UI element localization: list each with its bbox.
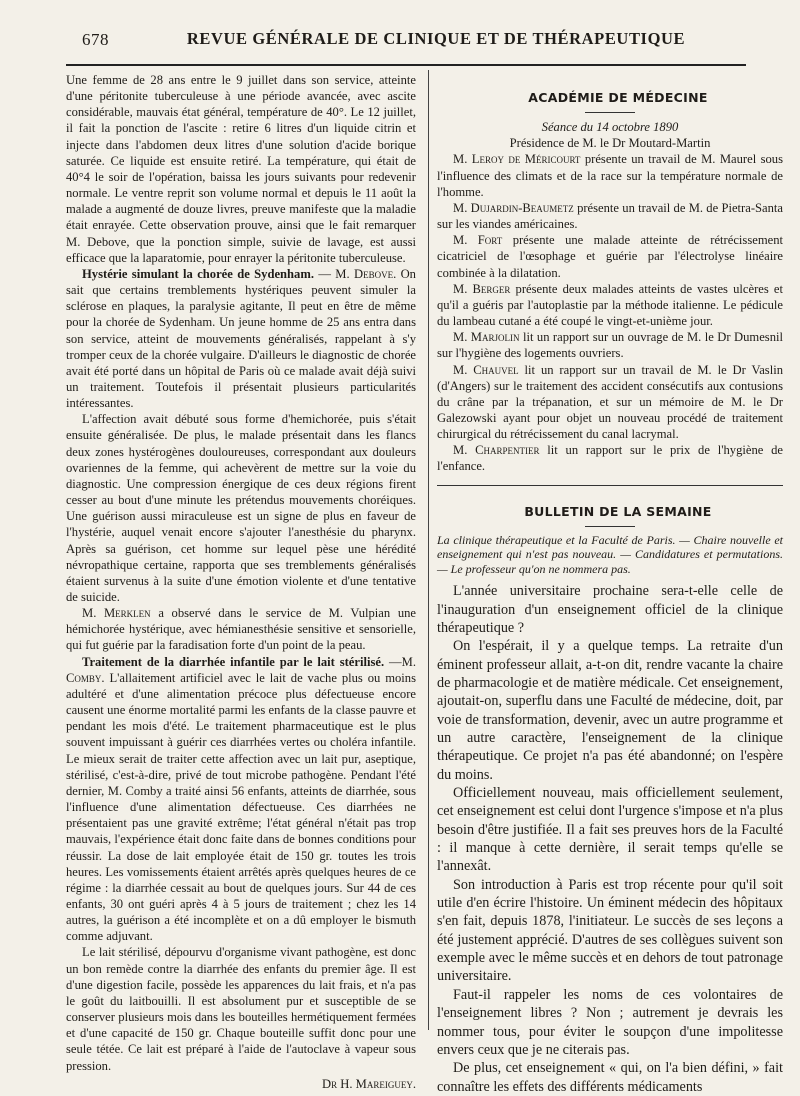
academie-item: M. Chauvel lit un rapport sur un travail de M. le Dr Vaslin (d'Angers) sur le traitement des accident consécutifs aux contusions du crâne par la trépanation, et sur un mémoire de M. le Dr Galezowski ayant pour objet un nouveau procédé de traitement chirurgical du rétrécissement du canal lacrymal.	[437, 362, 783, 442]
signature: Dr H. Mareiguey.	[322, 1076, 416, 1091]
article-author: M. Comby.	[66, 654, 416, 685]
academie-item: M. Marjolin lit un rapport sur un ouvrage de M. le Dr Dumesnil sur l'hygiène des logements ouvriers.	[437, 330, 783, 361]
academie-item: M. Dujardin-Beaumetz présente un travail de M. de Pietra-Santa sur les viandes américaines.	[437, 200, 783, 232]
column-separator	[428, 70, 429, 1030]
paragraph: Hystérie simulant la chorée de Sydenham. — M. Debove. On sait que certains tremblements hystériques peuvent simuler la sclérose en plaques, la paralysie agitante, Il peut en être de même pour la chorée de Sydenham. Un jeune homme de 25 ans entra dans son service, atteint de mouvements généralisés, rappelant à s'y tromper ceux de la chorée vulgaire. D'ailleurs le diagnostic de chorée avait été porté dans un hôpital de Paris où ce malade avait déjà suivi un traitement. Toutefois il présentait plusieurs particularités intéressantes.	[66, 266, 416, 411]
page-number: 678	[82, 30, 109, 49]
article-author: M. Debove.	[335, 266, 397, 281]
section-title-academie: ACADÉMIE DE MÉDECINE	[528, 90, 708, 105]
presidence: Présidence de M. le Dr Moutard-Martin	[509, 136, 711, 151]
section-title-bulletin: BULLETIN DE LA SEMAINE	[524, 503, 712, 519]
academie-item: M. Charpentier lit un rapport sur le prix de l'hygiène de l'enfance.	[437, 443, 783, 474]
paragraph	[66, 605, 416, 653]
paragraph: De plus, cet enseignement « qui, on l'a bien défini, » fait connaître les effets des différents médicaments	[437, 1060, 783, 1095]
left-column	[66, 72, 416, 1092]
article-text: On sait que certains tremblements hystériques peuvent simuler la sclérose en plaques, la paralysie agitante, Il peut en être de même pour la chorée de Sydenham. Un jeune homme de 25 ans entra dans son service, atteint de mouvements généralisés, rappelant à s'y tromper ceux de la chorée vulgaire. D'ailleurs le diagnostic de chorée avait été porté dans un hôpital de Paris où ce malade avait déjà suivi un traitement. Toutefois il présentait plusieurs particularités intéressantes.	[66, 266, 416, 411]
page-header	[66, 28, 746, 54]
paragraph: Son introduction à Paris est trop récente pour qu'il soit utile d'en écrire l'histoire. Un éminent médecin des hôpitaux s'en fait, depuis 1878, l'initiateur. Le succès de ses leçons a été justement apprécié. D'autres de ses collègues suivent son exemple avec le même succès et en dehors de tout patronage universitaire.	[437, 876, 783, 985]
header-rule	[66, 64, 746, 66]
paragraph: Traitement de la diarrhée infantile par le lait stérilisé. —M. Comby. L'allaitement artificiel avec le lait de vache plus ou moins adultéré et d'une alimentation précoce plus défectueuse encore causent une énorme mortalité parmi les enfants de la classe pauvre et pendant les mois d'été. Le traitement pharmaceutique est le plus souvent impuissant à guérir ces diarrhées vertes ou choléra infantile. Le mieux serait de traiter cette affection avec un lait pur, aseptique, stérilisé, c'est-à-dire, privé de tout microbe pathogène. Pendant l'été dernier, M. Comby a traité ainsi 56 enfants, atteints de diarrhée, sous l'influence d'une alimentation défectueuse. Ces diarrhées ne présentaient pas une gravité extrême; l'état général n'était pas trop mauvais, l'expérience était donc faite dans de bonnes conditions pour réussir. La dose de lait employée était de 150 gr. toutes les trois heures. Les vomissements étaient arrêtés après quelques heures de ce régime : la diarrhée cessait au bout de quelques jours. Sur 44 de ces enfants, 30 ont guéri après 4 à 5 jours de traitement ; chez les 14 autres, la guérison a été incomplète et on a dû employer le bismuth comme adjuvant.	[66, 654, 416, 944]
article-author: M. Merklen	[82, 606, 151, 621]
right-column	[437, 72, 783, 1096]
academie-item: M. Berger présente deux malades atteints de vastes ulcères et qu'il a guéris par l'autoplastie par la méthode italienne. Le pédicule du lambeau cutané a été coupé le vingt-et-unième jour.	[437, 281, 783, 329]
seance-date: Séance du 14 octobre 1890	[541, 120, 679, 135]
bulletin-summary: La clinique thérapeutique et la Faculté de Paris. — Chaire nouvelle et enseignement qui n'est pas nouveau. — Candidatures et permutations. — Le professeur qu'on ne nommera pas.	[437, 532, 783, 576]
section-rule	[437, 485, 783, 486]
article-text: a observé dans le service de M. Vulpian une hémichorée hystérique, avec hémianesthésie sensitive et sensorielle, qui fut guérie par la faradisation forte d'un point de la peau.	[66, 606, 417, 653]
paragraph: Une femme de 28 ans entre le 9 juillet dans son service, atteinte d'une péritonite tuberculeuse à une période avancée, avec ascite considérable, mauvais état général, température de 40°. Le 12 juillet, il fait la ponction de l'ascite : retire 6 litres d'un liquide citrin et injecte dans l'abdomen deux litres d'une solution d'acide borique saturée. Ce liquide est ensuite retiré. La température, qui était de 40°4 le soir de l'opération, baissa les jours suivants pour redevenir normale. Le ventre reprit son volume normal et depuis le 11 août la malade a augmenté de douze livres, preuve manifeste que la maladie était enrayée. Cette observation prouve, ainsi que le fait remarquer M. Debove, que la ponction simple, suivie de lavage, est aussi efficace que la laparatomie, pour enrayer la péritonite tuberculeuse.	[66, 73, 416, 265]
paragraph: Officiellement nouveau, mais officiellement seulement, cet enseignement est celui dont l'urgence s'impose et n'a plus besoin d'être justifiée. Il a fait ses preuves hors de la Faculté : il manque à cette dernière, il serait temps qu'elle se l'annexât.	[437, 785, 783, 875]
title-rule	[585, 112, 635, 113]
article-title: Hystérie simulant la chorée de Sydenham.	[82, 266, 314, 281]
paragraph: L'année universitaire prochaine sera-t-elle celle de l'inauguration d'un enseignement officiel de la clinique thérapeutique ?	[437, 583, 783, 636]
title-rule	[585, 526, 635, 527]
paragraph: L'affection avait débuté sous forme d'hemichorée, puis s'était ensuite généralisée. De plus, le malade présentait dans les flancs deux zones hystérogènes douloureuses, correspondant aux douleurs ovariennes de la femme, qui achevèrent de mettre sur la voie du diagnostic. Une compression énergique de ces deux régions firent cesser au bout d'une minute les prétendus mouvements choréiques. Une guérison aussi miraculeuse est un signe de plus en faveur de l'hystérie, auquel venait encore s'ajouter l'anesthésie du pharynx. Après sa guérison, cet homme sur lequel pèse une hérédité névropathique certaine, rapporta que ses tremblements généralisés étaient survenus à la suite d'une émotion violente et d'une tentative de suicide.	[66, 412, 416, 604]
article-text: L'allaitement artificiel avec le lait de vache plus ou moins adultéré et d'une alimentation précoce plus défectueuse encore causent une énorme mortalité parmi les enfants de la classe pauvre et pendant les mois d'été. Le traitement pharmaceutique est le plus souvent impuissant à guérir ces diarrhées vertes ou choléra infantile. Le mieux serait de traiter cette affection avec un lait pur, aseptique, stérilisé, c'est-à-dire, privé de tout microbe pathogène. Pendant l'été dernier, M. Comby a traité ainsi 56 enfants, atteints de diarrhée, sous l'influence d'une alimentation défectueuse. Ces diarrhées ne présentaient pas une gravité extrême; l'état général n'était pas trop mauvais, l'expérience était donc faite dans de bonnes conditions pour réussir. La dose de lait employée était de 150 gr. toutes les trois heures. Les vomissements étaient arrêtés après quelques heures de ce régime : la diarrhée cessait au bout de quelques jours. Sur 44 de ces enfants, 30 ont guéri après 4 à 5 jours de traitement ; chez les 14 autres, la guérison a été incomplète et on a dû employer le bismuth comme adjuvant.	[66, 670, 416, 944]
paragraph: On l'espérait, il y a quelque temps. La retraite d'un éminent professeur allait, a-t-on dit, rendre vacante la chaire de pharmacologie et de matière médicale. Cet enseignement, ajoutait-on, superflu dans une Faculté de médecine, doit, par voie de transformation, devenir, avec un autre programme et un autre caractère, l'enseignement de la clinique thérapeutique. Ce projet n'a pas été abandonné; on l'espère du moins.	[437, 638, 783, 783]
paragraph: Le lait stérilisé, dépourvu d'organisme vivant pathogène, est donc un bon remède contre la diarrhée des enfants du premier âge. Il est d'une digestion facile, possède les apparences du lait frais, et n'a pas le goût du laitbouilli. Il est absolument pur et susceptible de se conserver plusieurs mois dans les bouteilles hermétiquement fermées et d'une capacité de 150 gr. Chaque bouteille suffit donc pour une seule tétée. Ce lait est préparé à l'aide de l'autoclave à vapeur sous pression.	[66, 945, 416, 1073]
bulletin-body	[437, 582, 783, 1096]
paragraph: Faut-il rappeler les noms de ces volontaires de l'enseignement libres ? Non ; autrement je devrais les nommer tous, pour éviter le soupçon d'une impolitesse envers ceux que je ne citerais pas.	[437, 986, 783, 1058]
academie-item: M. Leroy de Méricourt présente un travail de M. Maurel sous l'influence des climats et de la race sur la température normale de l'homme.	[437, 152, 784, 199]
academie-item: M. Fort présente une malade atteinte de rétrécissement cicatriciel de l'œsophage et guérie par l'électrolyse linéaire combinée à la dilatation.	[437, 233, 784, 280]
article-title: Traitement de la diarrhée infantile par le lait stérilisé.	[82, 654, 385, 669]
running-title: REVUE GÉNÉRALE DE CLINIQUE ET DE THÉRAPEUTIQUE	[186, 29, 686, 48]
